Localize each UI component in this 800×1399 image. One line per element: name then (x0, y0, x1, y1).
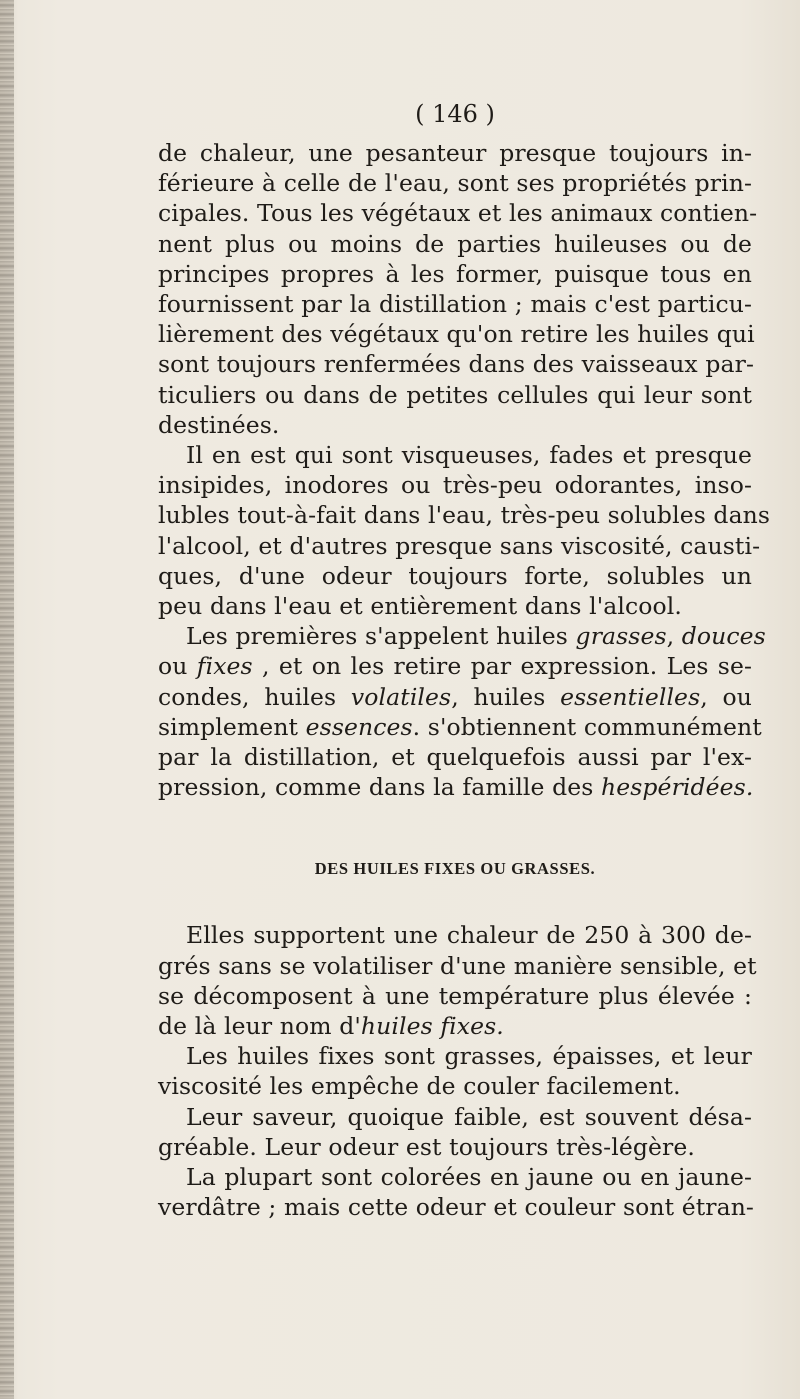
italic-run: essences (305, 712, 413, 741)
text-line: cipales. Tous les végétaux et les animaux contien- (158, 199, 758, 228)
paragraph-5 (158, 1041, 752, 1101)
italic-run: essentielles (560, 682, 701, 711)
text-line: se décomposent à une température plus élevée : (158, 981, 752, 1010)
text-line: gréable. Leur odeur est toujours très-légère. (158, 1132, 695, 1161)
text-line: grés sans se volatiliser d'une manière sensible, et (158, 951, 757, 980)
text-line (158, 682, 752, 712)
text-line (158, 772, 752, 802)
page-number: ( 146 ) (415, 100, 495, 128)
text-run: . s'obtiennent communément (412, 712, 762, 741)
text-line: sont toujours renfermées dans des vaisseaux par- (158, 350, 754, 379)
text-run: de là leur nom d' (158, 1012, 361, 1041)
text-line (158, 712, 762, 742)
text-run: simplement (158, 712, 306, 741)
text-run: , (666, 622, 682, 651)
text-line: férieure à celle de l'eau, sont ses propriétés prin- (158, 169, 752, 198)
italic-run: douces (681, 622, 766, 651)
text-run: ou (158, 652, 197, 681)
text-line: Il en est qui sont visqueuses, fades et presque (186, 441, 752, 470)
page-text (158, 100, 771, 1223)
text-run: , ou (700, 682, 752, 711)
italic-run: volatiles (350, 682, 452, 711)
text-line: de chaleur, une pesanteur presque toujours in- (158, 139, 752, 167)
text-line (158, 621, 766, 651)
text-line: lubles tout-à-fait dans l'eau, très-peu solubles dans (158, 501, 771, 530)
italic-run: fixes (196, 652, 253, 681)
text-line: nent plus ou moins de parties huileuses ou de (158, 229, 752, 258)
italic-run: huiles fixes. (360, 1012, 504, 1041)
text-line: lièrement des végétaux qu'on retire les huiles qui (158, 320, 755, 349)
paragraph-4 (158, 920, 757, 1041)
text-run: , huiles (451, 682, 561, 711)
italic-run: hespéridées. (601, 773, 754, 802)
text-line: l'alcool, et d'autres presque sans viscosité, causti- (158, 531, 761, 560)
text-line: ques, d'une odeur toujours forte, solubles un (158, 561, 752, 590)
text-line: verdâtre ; mais cette odeur et couleur sont étran- (158, 1193, 754, 1222)
text-run: condes, huiles (158, 682, 351, 711)
text-line: par la distillation, et quelquefois aussi par l'ex- (158, 743, 752, 772)
text-line: insipides, inodores ou très-peu odorantes, inso- (158, 471, 752, 500)
text-run: Les premières s'appelent huiles (186, 622, 576, 651)
text-line: ticuliers ou dans de petites cellules qui leur sont (158, 380, 752, 409)
text-run: , et on les retire par expression. Les se- (252, 652, 753, 681)
text-line (158, 651, 752, 681)
paragraph-3 (158, 621, 766, 802)
paragraph-6 (158, 1102, 752, 1162)
italic-run: grasses (575, 622, 667, 651)
text-line: La plupart sont colorées en jaune ou en jaune- (186, 1163, 752, 1192)
text-run: pression, comme dans la famille des (158, 773, 602, 802)
text-line: Les huiles fixes sont grasses, épaisses, et leur (186, 1042, 752, 1071)
text-line: principes propres à les former, puisque tous en (158, 259, 752, 288)
text-line (158, 1011, 752, 1041)
text-line: Elles supportent une chaleur de 250 à 300 de- (186, 921, 752, 950)
binding-edge (0, 0, 14, 1399)
text-line: Leur saveur, quoique faible, est souvent désa- (186, 1102, 752, 1131)
text-line: viscosité les empêche de couler facilement. (158, 1072, 681, 1101)
paragraph-7 (158, 1162, 752, 1222)
text-line: destinées. (158, 410, 280, 439)
text-line: fournissent par la distillation ; mais c'est particu- (158, 290, 752, 319)
paragraph-2 (158, 440, 771, 621)
section-heading: DES HUILES FIXES OU GRASSES. (314, 859, 596, 879)
paragraph-1 (158, 138, 758, 440)
text-line: peu dans l'eau et entièrement dans l'alcool. (158, 592, 682, 621)
